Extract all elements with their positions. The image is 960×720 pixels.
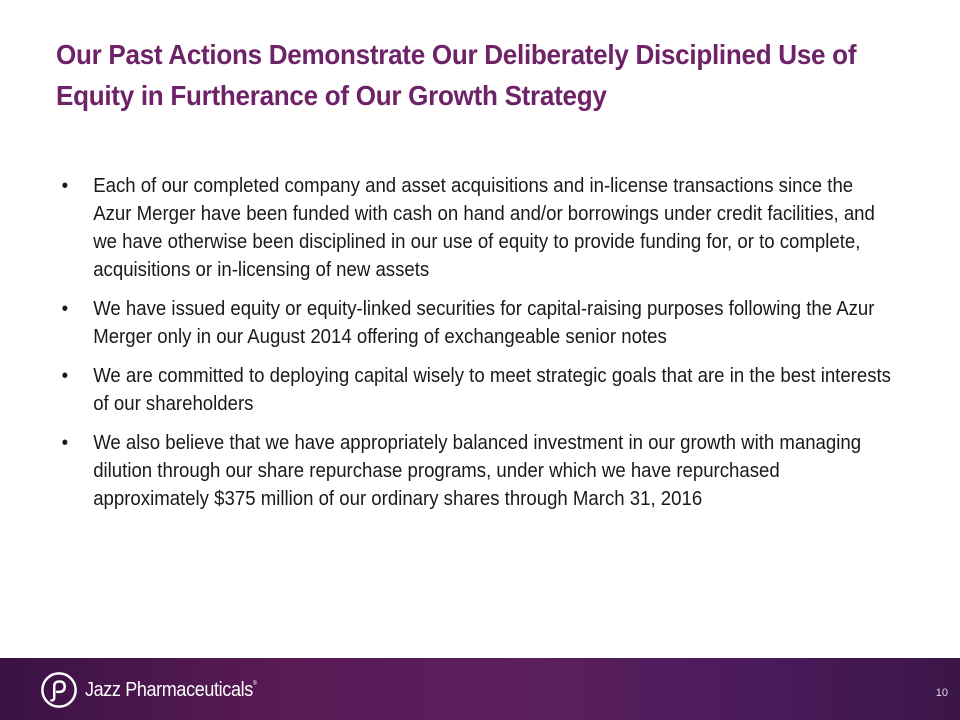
bullet-marker: •	[61, 175, 69, 197]
logo-text: Jazz Pharmaceuticals	[85, 678, 253, 701]
bullet-list	[56, 172, 893, 524]
bullet-item	[56, 295, 893, 351]
bullet-text: We are committed to deploying capital wisely to meet strategic goals that are in the best interests of our shareholders	[93, 365, 891, 415]
trademark-symbol: ®	[252, 680, 257, 687]
bullet-marker: •	[61, 365, 69, 387]
bullet-text: Each of our completed company and asset acquisitions and in-license transactions since the Azur Merger have been funded with cash on hand and/or borrowings under credit facilities, and we have otherwise been disciplined in our use of equity to provide funding for, or to complete, acquisitions or in-licensing of new assets	[93, 175, 875, 281]
bullet-item	[56, 362, 893, 418]
bullet-item	[56, 172, 893, 284]
footer-band	[0, 658, 960, 720]
logo-wordmark	[85, 679, 257, 702]
page-number: 10	[935, 687, 948, 699]
jazz-logo-icon	[40, 671, 78, 709]
bullet-marker: •	[61, 298, 69, 320]
slide-title: Our Past Actions Demonstrate Our Deliberately Disciplined Use of Equity in Furtherance of Our Growth Strategy	[56, 39, 857, 111]
bullet-text: We have issued equity or equity-linked securities for capital-raising purposes following the Azur Merger only in our August 2014 offering of exchangeable senior notes	[93, 298, 875, 348]
company-logo	[40, 670, 276, 710]
bullet-marker: •	[61, 432, 69, 454]
bullet-text: We also believe that we have appropriately balanced investment in our growth with managing dilution through our share repurchase programs, under which we have repurchased approximately $375 million of our ordinary shares through March 31, 2016	[93, 432, 862, 510]
bullet-item	[56, 429, 893, 513]
